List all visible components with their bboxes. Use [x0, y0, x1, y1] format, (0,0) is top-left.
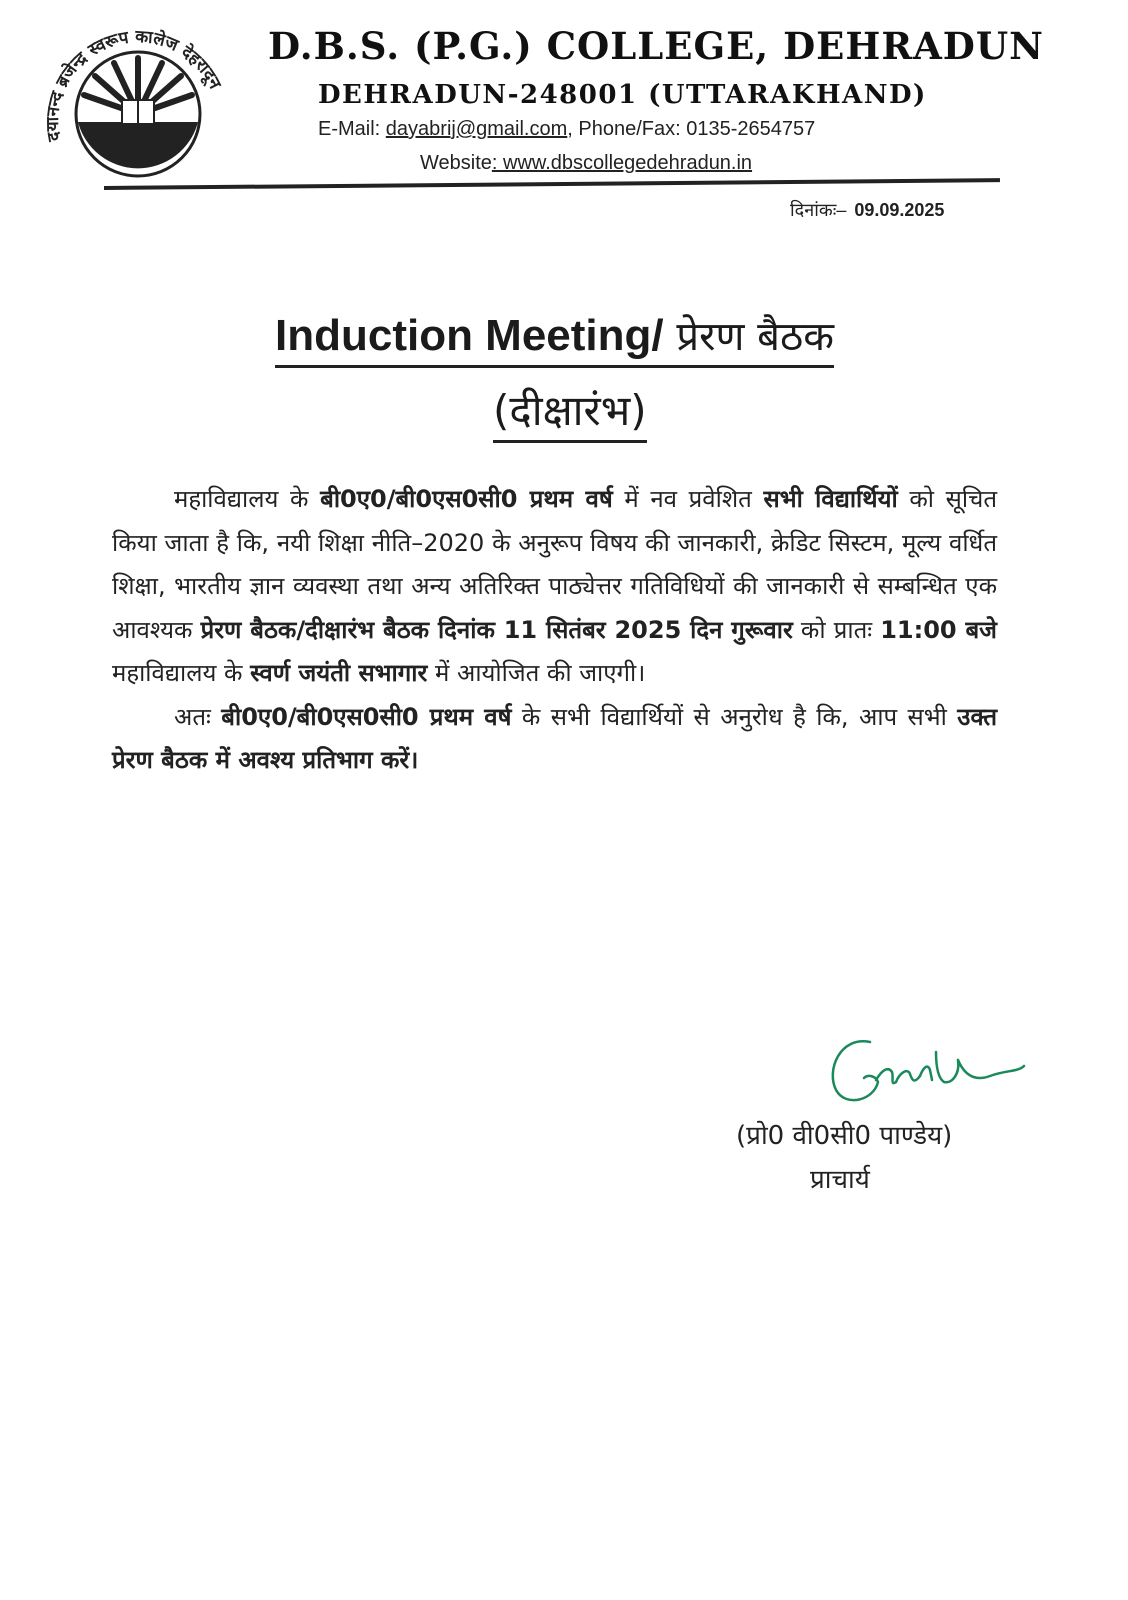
notice-date	[790, 198, 944, 222]
body-text-run: उक्त प्रेरण बैठक में अवश्य प्रतिभाग करें।	[112, 702, 997, 774]
body-text-run: सभी विद्यार्थियों	[763, 485, 898, 513]
body-text-run: में आयोजित की जाएगी।	[427, 659, 646, 687]
title-hindi: प्रेरण बैठक	[663, 314, 834, 360]
website-link[interactable]: : www.dbscollegedehradun.in	[491, 152, 753, 174]
notice-subtitle: (दीक्षारंभ)	[493, 382, 647, 443]
body-text-run: को सूचित किया जाता है कि, नयी शिक्षा नीति–2020 के अनुरूप विषय की जानकारी, क्रेडिट सिस्टम, मूल्य वर्धित शिक्षा, भारतीय ज्ञान व्यवस्था तथा अन्य अतिरिक्त पाठ्येत्तर गतिविधियों की जानकारी से सम्बन्धित एक आवश्यक	[112, 485, 998, 644]
body-text-run: को प्रातः	[792, 615, 881, 644]
title-english: Induction Meeting/	[275, 311, 664, 360]
college-address: DEHRADUN-248001 (UTTARAKHAND)	[318, 80, 927, 110]
date-value: 09.09.2025	[854, 200, 945, 220]
email-link[interactable]: dayabrij@gmail.com	[385, 118, 568, 140]
contact-line	[318, 118, 815, 141]
college-name: D.B.S. (P.G.) COLLEGE, DEHRADUN	[268, 24, 1044, 68]
website-line	[420, 152, 752, 175]
body-text-run: के सभी विद्यार्थियों से अनुरोध है कि, आप सभी	[511, 702, 958, 731]
signatory-name: (प्रो0 वी0सी0 पाण्डेय)	[736, 1121, 953, 1151]
phone-fax: , Phone/Fax: 0135-2654757	[567, 118, 816, 140]
letterhead-divider	[104, 178, 1000, 190]
body-paragraph-1	[112, 478, 997, 696]
body-text-run: बी0ए0/बी0एस0सी0 प्रथम वर्ष	[320, 485, 613, 513]
website-label: Website	[420, 152, 492, 174]
body-text-run: अतः	[174, 702, 222, 731]
email-label: E-Mail:	[318, 118, 386, 140]
date-label: दिनांकः–	[790, 200, 847, 220]
body-paragraph-2	[112, 696, 997, 783]
body-text-run: महाविद्यालय के	[174, 485, 321, 513]
college-logo	[38, 22, 238, 182]
body-text-run: में नव प्रवेशित	[612, 485, 764, 513]
notice-body	[112, 478, 997, 783]
body-text-run: स्वर्ण जयंती सभागार	[250, 659, 428, 687]
body-text-run: 11:00 बजे	[880, 615, 997, 644]
body-text-run: प्रेरण बैठक/दीक्षारंभ बैठक दिनांक 11 सितंबर 2025 दिन गुरूवार	[200, 615, 793, 644]
signatory-designation: प्राचार्य	[810, 1165, 870, 1195]
logo-ring-text: दयानन्द ब्रजेन्द्र स्वरूप कालेज देहरादून	[42, 26, 225, 143]
notice-title	[275, 308, 834, 368]
body-text-run: बी0ए0/बी0एस0सी0 प्रथम वर्ष	[221, 702, 512, 731]
body-text-run: महाविद्यालय के	[112, 659, 251, 687]
